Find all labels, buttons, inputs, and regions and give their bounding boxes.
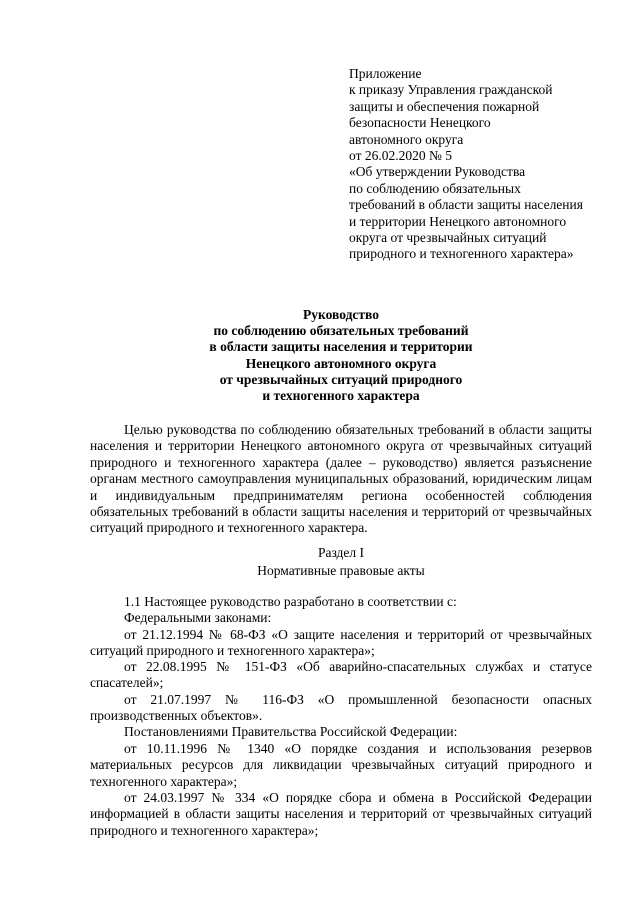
title-line: Ненецкого автономного округа (245, 355, 437, 371)
title-line: и техногенного характера (262, 388, 420, 404)
title-line: по соблюдению обязательных требований (213, 323, 469, 339)
appendix-line: от 26.02.2020 № 5 (349, 148, 452, 164)
appendix-line: округа от чрезвычайных ситуаций (349, 230, 547, 246)
appendix-line: к приказу Управления гражданской (349, 82, 553, 98)
title-line: Руководство (303, 307, 379, 322)
body-paragraph-4: от 22.08.1995 № 151-ФЗ «Об аварийно-спасательных службах и статусе спасателей»; (90, 659, 592, 691)
body-paragraph-6: Постановлениями Правительства Российской Федерации: (124, 724, 458, 739)
body-paragraph-8: от 24.03.1997 № 334 «О порядке сбора и обмена в Российской Федерации информацией в области защиты населения и территорий от чрезвычайных ситуаций природного и техногенного характера»; (90, 790, 592, 838)
appendix-line: автономного округа (349, 131, 464, 147)
section-heading (90, 544, 592, 579)
body-paragraph-2: Федеральными законами: (124, 610, 272, 625)
appendix-line: и территории Ненецкого автономного (349, 213, 567, 229)
body-paragraph-3: от 21.12.1994 № 68-ФЗ «О защите населения и территорий от чрезвычайных ситуаций природного и техногенного характера»; (90, 627, 592, 659)
appendix-line: безопасности Ненецкого (349, 115, 491, 131)
body-paragraph-1: 1.1 Настоящее руководство разработано в соответствии с: (124, 594, 457, 609)
appendix-line: природного и техногенного характера» (349, 246, 574, 262)
section-number: Раздел I (317, 545, 365, 560)
document-title (90, 307, 592, 404)
body-paragraph-7: от 10.11.1996 № 1340 «О порядке создания и использования резервов материальных ресурсов для ликвидации чрезвычайных ситуаций природного и техногенного характера»; (90, 741, 592, 789)
appendix-line: по соблюдению обязательных (349, 180, 521, 196)
appendix-line: защиты и обеспечения пожарной (349, 98, 540, 114)
body-paragraph-5: от 21.07.1997 № 116-ФЗ «О промышленной безопасности опасных производственных объектов». (90, 692, 592, 724)
section-name: Нормативные правовые акты (257, 562, 425, 578)
title-line: в области защиты населения и территории (209, 339, 473, 355)
appendix-line: Приложение (349, 66, 422, 81)
appendix-header (349, 66, 629, 263)
appendix-line: требований в области защиты населения (349, 197, 583, 213)
appendix-line: «Об утверждении Руководства (349, 164, 526, 180)
title-line: от чрезвычайных ситуаций природного (219, 371, 463, 387)
intro-paragraph: Целью руководства по соблюдению обязательных требований в области защиты населения и территории Ненецкого автономного округа от чрезвычайных ситуаций природного и техногенного характера (далее – руководство) является разъяснение органам местного самоуправления муниципальных образований, юридическим лицам и индивидуальным предпринимателям региона особенностей соблюдения обязательных требований в области защиты населения и территорий от чрезвычайных ситуаций природного и техногенного характера. (90, 422, 592, 536)
